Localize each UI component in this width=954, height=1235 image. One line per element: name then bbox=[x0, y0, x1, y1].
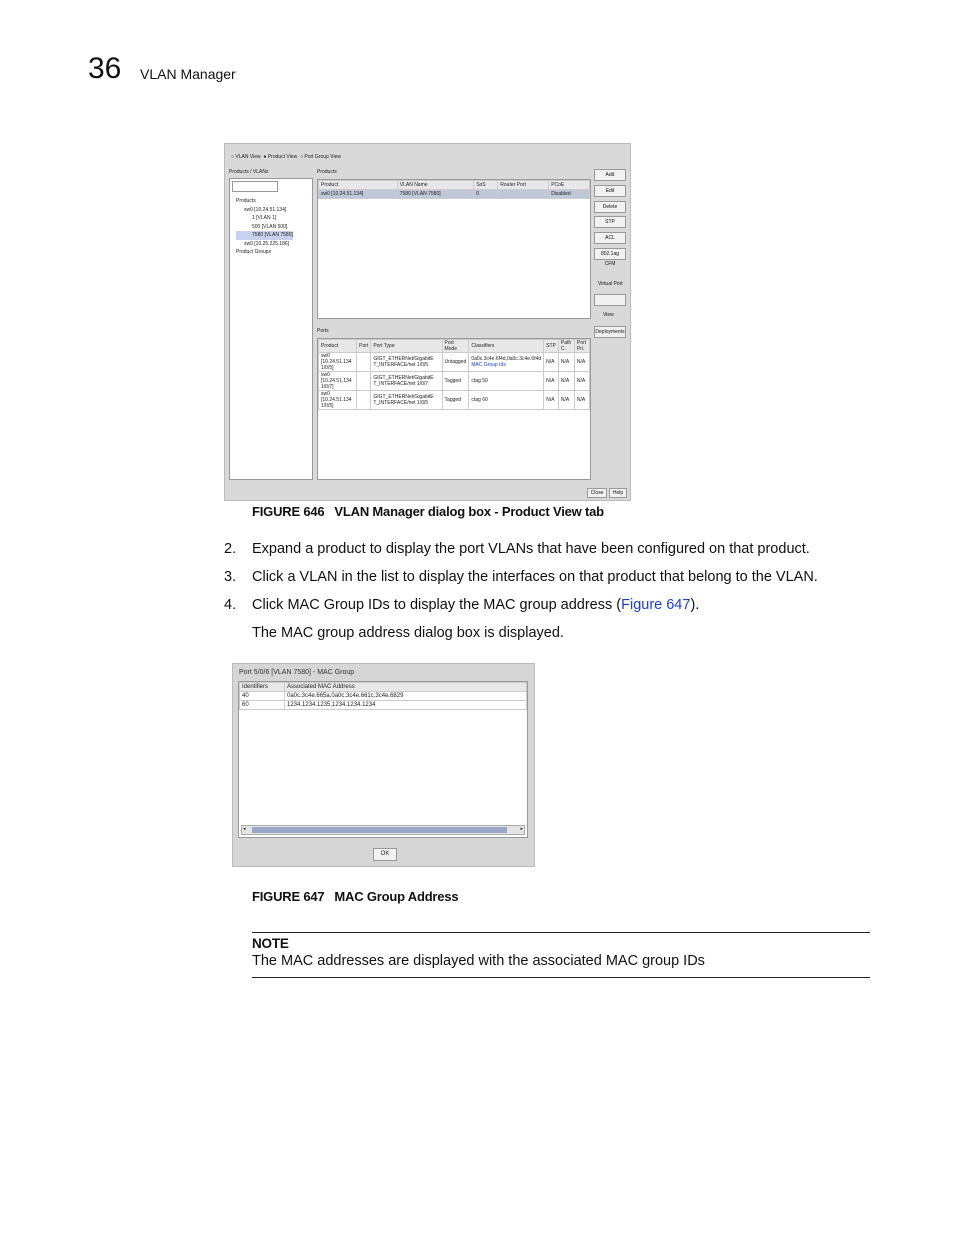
edit-button[interactable]: Edit bbox=[594, 185, 626, 197]
cell: 40 bbox=[240, 692, 285, 701]
col-header[interactable]: Path C. bbox=[558, 340, 574, 353]
ok-button[interactable]: OK bbox=[373, 848, 397, 861]
cell: 0 bbox=[474, 190, 498, 199]
cell: Disabled bbox=[549, 190, 590, 199]
radio-port-group-view[interactable]: Port Group View bbox=[304, 154, 341, 160]
help-button[interactable]: Help bbox=[609, 488, 627, 498]
table-row[interactable] bbox=[240, 692, 527, 701]
figure-646-screenshot bbox=[224, 143, 631, 501]
product-filter-select[interactable] bbox=[232, 181, 278, 192]
table-row[interactable] bbox=[319, 391, 590, 410]
delete-button[interactable]: Delete bbox=[594, 201, 626, 213]
tree-item[interactable]: sw0 [10.25.225.186] bbox=[244, 240, 290, 247]
deployments-button[interactable]: Deployments bbox=[594, 326, 626, 338]
col-header[interactable]: Port Pri. bbox=[574, 340, 589, 353]
tree-item[interactable]: 500 [VLAN 500] bbox=[252, 223, 288, 230]
mac-group-ids-link[interactable]: MAC Group Ids bbox=[471, 362, 506, 368]
col-header[interactable]: Port Type bbox=[371, 340, 442, 353]
tree-panel bbox=[229, 178, 313, 480]
mac-group-table-panel bbox=[238, 681, 528, 838]
cell: N/A bbox=[544, 372, 559, 391]
col-header[interactable]: STP bbox=[544, 340, 559, 353]
cell: ctag 60 bbox=[469, 391, 544, 410]
tree-item-selected[interactable]: 7580 [VLAN 7580] bbox=[236, 231, 293, 240]
figure-label: FIGURE 647 bbox=[252, 889, 325, 904]
col-header[interactable]: Classifiers bbox=[469, 340, 544, 353]
add-button[interactable]: Add bbox=[594, 169, 626, 181]
cell: 0a0c.3c4e.665a,0a0c.3c4e.661c,3c4e.6829 bbox=[285, 692, 527, 701]
cell: N/A bbox=[544, 353, 559, 372]
scroll-right-icon[interactable]: ▸ bbox=[520, 826, 523, 832]
cell: GIGT_ETHERNet/GigabitE T_INTERFACE/net 1/0/5 bbox=[371, 391, 442, 410]
note-bottom-rule bbox=[252, 977, 870, 978]
col-header[interactable]: Port bbox=[357, 340, 371, 353]
col-header[interactable]: Port Mode bbox=[442, 340, 469, 353]
view-label: View bbox=[603, 312, 614, 318]
col-header[interactable]: PCoE bbox=[549, 181, 590, 190]
ports-table-panel bbox=[317, 338, 591, 480]
figure-646-caption bbox=[252, 504, 604, 519]
virtual-port-button[interactable] bbox=[594, 294, 626, 306]
step-2: 2. Expand a product to display the port VLANs that have been configured on that product. bbox=[224, 541, 810, 557]
cell: sw0 [10.24.51.134 1/0/5] bbox=[319, 353, 357, 372]
col-header[interactable]: Product bbox=[319, 181, 398, 190]
figure-caption-text: MAC Group Address bbox=[334, 889, 459, 904]
cell: Untagged bbox=[442, 353, 469, 372]
products-table bbox=[318, 180, 590, 199]
col-header[interactable]: Router Port bbox=[498, 181, 549, 190]
cell bbox=[357, 353, 371, 372]
note-text: The MAC addresses are displayed with the associated MAC group IDs bbox=[252, 953, 705, 969]
cell: N/A bbox=[574, 353, 589, 372]
left-panel-title: Products / VLANs bbox=[229, 169, 269, 175]
cell: 60 bbox=[240, 701, 285, 710]
table-row[interactable] bbox=[319, 353, 590, 372]
figure-647-caption bbox=[252, 889, 458, 904]
scrollbar-thumb[interactable] bbox=[252, 827, 507, 833]
cell: 7580 [VLAN 7580] bbox=[397, 190, 473, 199]
cell: N/A bbox=[544, 391, 559, 410]
tree-item[interactable]: sw0 [10.24.51.134] bbox=[244, 206, 287, 213]
cell: Tagged bbox=[442, 372, 469, 391]
scroll-left-icon[interactable]: ◂ bbox=[243, 826, 246, 832]
figure-647-screenshot bbox=[232, 663, 535, 867]
stp-button[interactable]: STP bbox=[594, 216, 626, 228]
col-header[interactable]: VLAN Name bbox=[397, 181, 473, 190]
table-row[interactable] bbox=[240, 701, 527, 710]
chapter-title: VLAN Manager bbox=[140, 66, 236, 82]
col-header[interactable]: SoS bbox=[474, 181, 498, 190]
cell: GIGT_ETHERNet/GigabitE T_INTERFACE/net 1/0/7 bbox=[371, 372, 442, 391]
figure-caption-text: VLAN Manager dialog box - Product View tab bbox=[334, 504, 604, 519]
radio-vlan-view[interactable]: VLAN View bbox=[235, 154, 261, 160]
cell: sw0 [10.24.51.134 1/0/7] bbox=[319, 372, 357, 391]
tree-item[interactable]: Product Groups bbox=[236, 249, 272, 255]
cell bbox=[498, 190, 549, 199]
cell: 0a0c.3c4e.6f4d,0a0c.3c4e.6f4d MAC Group Ids bbox=[469, 353, 544, 372]
cell: N/A bbox=[558, 372, 574, 391]
step-4: 4. Click MAC Group IDs to display the MAC group address (Figure 647). bbox=[224, 597, 700, 613]
cell: ctag 50 bbox=[469, 372, 544, 391]
close-button[interactable]: Close bbox=[587, 488, 607, 498]
cell bbox=[357, 391, 371, 410]
cell: N/A bbox=[558, 353, 574, 372]
tree-item[interactable]: 1 [VLAN 1] bbox=[252, 215, 277, 221]
note-top-rule bbox=[252, 932, 870, 933]
cell: GIGT_ETHERNet/GigabitE T_INTERFACE/net 1/0/5 bbox=[371, 353, 442, 372]
cell: sw0 [10.24.51.134] bbox=[319, 190, 398, 199]
products-table-panel bbox=[317, 179, 591, 319]
acl-button[interactable]: ACL bbox=[594, 232, 626, 244]
ports-title: Ports bbox=[317, 328, 329, 334]
cell bbox=[357, 372, 371, 391]
figure-647-link[interactable]: Figure 647 bbox=[621, 597, 691, 613]
col-header[interactable]: Associated MAC Address bbox=[285, 683, 527, 692]
dialog-title: Port 5/0/6 [VLAN 7580] - MAC Group bbox=[239, 669, 355, 676]
mac-group-ids-term: MAC Group IDs bbox=[287, 597, 390, 613]
cell: N/A bbox=[558, 391, 574, 410]
figure-label: FIGURE 646 bbox=[252, 504, 325, 519]
table-row[interactable] bbox=[319, 190, 590, 199]
products-title: Products bbox=[317, 169, 337, 175]
radio-product-view[interactable]: Product View bbox=[267, 154, 298, 160]
step-result: The MAC group address dialog box is displayed. bbox=[252, 625, 564, 641]
horizontal-scrollbar[interactable] bbox=[241, 825, 525, 835]
tree-item[interactable]: Products bbox=[236, 198, 256, 204]
table-row[interactable] bbox=[319, 372, 590, 391]
col-header[interactable]: Product bbox=[319, 340, 357, 353]
cell: 1234.1234.1235,1234.1234.1234 bbox=[285, 701, 527, 710]
col-header[interactable]: Identifiers bbox=[240, 683, 285, 692]
cfm-button[interactable]: 802.1ag CFM bbox=[594, 248, 626, 260]
view-radio-group[interactable]: ○ VLAN View ● Product View ○ Port Group View bbox=[231, 154, 341, 160]
virtual-port-label: Virtual Port bbox=[598, 281, 623, 287]
step-3: 3. Click a VLAN in the list to display the interfaces on that product that belong to the VLAN. bbox=[224, 569, 818, 585]
cell: N/A bbox=[574, 372, 589, 391]
mac-group-table bbox=[239, 682, 527, 710]
cell: N/A bbox=[574, 391, 589, 410]
note-title: NOTE bbox=[252, 936, 289, 951]
cell: Tagged bbox=[442, 391, 469, 410]
ports-table bbox=[318, 339, 590, 410]
cell: sw0 [10.24.51.134 1/0/5] bbox=[319, 391, 357, 410]
chapter-number: 36 bbox=[88, 52, 122, 85]
